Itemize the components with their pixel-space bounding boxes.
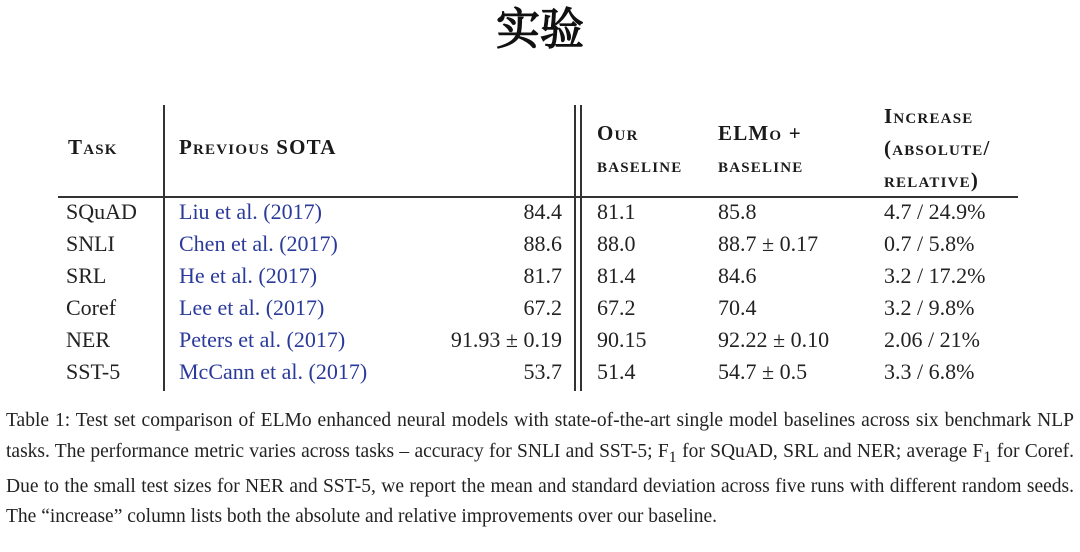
table-divider-task <box>163 105 165 391</box>
header-task: Task <box>68 135 118 159</box>
cell-previous-sota-value: 84.4 <box>523 199 562 224</box>
cell-our-baseline: 81.4 <box>597 263 636 288</box>
cell-previous-sota-value: 67.2 <box>523 295 562 320</box>
table-divider-double-left <box>574 105 576 391</box>
caption-part-2: for SQuAD, SRL and NER; average F <box>676 440 984 462</box>
cell-elmo-baseline: 54.7 ± 0.5 <box>718 359 808 384</box>
cell-previous-sota-ref[interactable]: McCann et al. (2017) <box>179 359 368 384</box>
cell-previous-sota-ref[interactable]: Lee et al. (2017) <box>179 295 325 320</box>
header-previous-sota: Previous SOTA <box>179 135 337 159</box>
cell-increase: 3.2 / 9.8% <box>884 295 975 320</box>
header-our-baseline-2: baseline <box>597 153 683 177</box>
cell-previous-sota-ref[interactable]: Peters et al. (2017) <box>179 327 346 352</box>
cell-elmo-baseline: 70.4 <box>718 295 757 320</box>
cell-increase: 3.2 / 17.2% <box>884 263 986 288</box>
cell-our-baseline: 90.15 <box>597 327 647 352</box>
caption-part-1: Table 1: Test set comparison of ELMo enhanced neural models with state-of-the-art single model baselines across six benchmark NLP tasks. The performance metric varies across tasks – accuracy for SNLI and SST-5; F <box>6 410 1074 462</box>
cell-task: SQuAD <box>66 199 137 224</box>
header-increase-2: (absolute/ <box>884 136 991 160</box>
caption-part-3: for Coref. Due to the small test sizes for NER and SST-5, we report the mean and standard deviation across five runs with different random seeds. The “increase” column lists both the absolute and relative improvements over our baseline. <box>6 440 1074 528</box>
cell-previous-sota-ref[interactable]: Liu et al. (2017) <box>179 199 322 224</box>
cell-previous-sota-value: 81.7 <box>523 263 562 288</box>
cell-our-baseline: 88.0 <box>597 231 636 256</box>
cell-our-baseline: 81.1 <box>597 199 636 224</box>
header-increase-1: Increase <box>884 104 974 128</box>
cell-elmo-baseline: 84.6 <box>718 263 757 288</box>
cell-previous-sota-value: 88.6 <box>523 231 562 256</box>
cell-increase: 4.7 / 24.9% <box>884 199 986 224</box>
caption-subscript-1: 1 <box>668 447 677 466</box>
cell-previous-sota-ref[interactable]: He et al. (2017) <box>179 263 318 288</box>
cell-task: SRL <box>66 263 107 288</box>
cell-task: SNLI <box>66 231 115 256</box>
cell-task: Coref <box>66 295 117 320</box>
page-title: 实验 <box>496 4 584 55</box>
header-elmo-1: ELMo + <box>718 121 802 145</box>
cell-elmo-baseline: 85.8 <box>718 199 757 224</box>
cell-previous-sota-value: 91.93 ± 0.19 <box>450 327 562 352</box>
table-caption <box>6 406 1074 533</box>
header-elmo-2: baseline <box>718 153 804 177</box>
cell-task: SST-5 <box>66 359 121 384</box>
cell-our-baseline: 67.2 <box>597 295 636 320</box>
cell-increase: 2.06 / 21% <box>884 327 980 352</box>
table-divider-double-right <box>580 105 582 391</box>
cell-elmo-baseline: 92.22 ± 0.10 <box>718 327 830 352</box>
cell-task: NER <box>66 327 110 352</box>
header-increase-3: relative) <box>884 168 980 192</box>
cell-elmo-baseline: 88.7 ± 0.17 <box>718 231 819 256</box>
cell-our-baseline: 51.4 <box>597 359 636 384</box>
caption-subscript-2: 1 <box>983 447 992 466</box>
cell-previous-sota-ref[interactable]: Chen et al. (2017) <box>179 231 338 256</box>
cell-increase: 3.3 / 6.8% <box>884 359 975 384</box>
cell-previous-sota-value: 53.7 <box>523 359 562 384</box>
cell-increase: 0.7 / 5.8% <box>884 231 975 256</box>
header-our-baseline-1: Our <box>597 121 639 145</box>
